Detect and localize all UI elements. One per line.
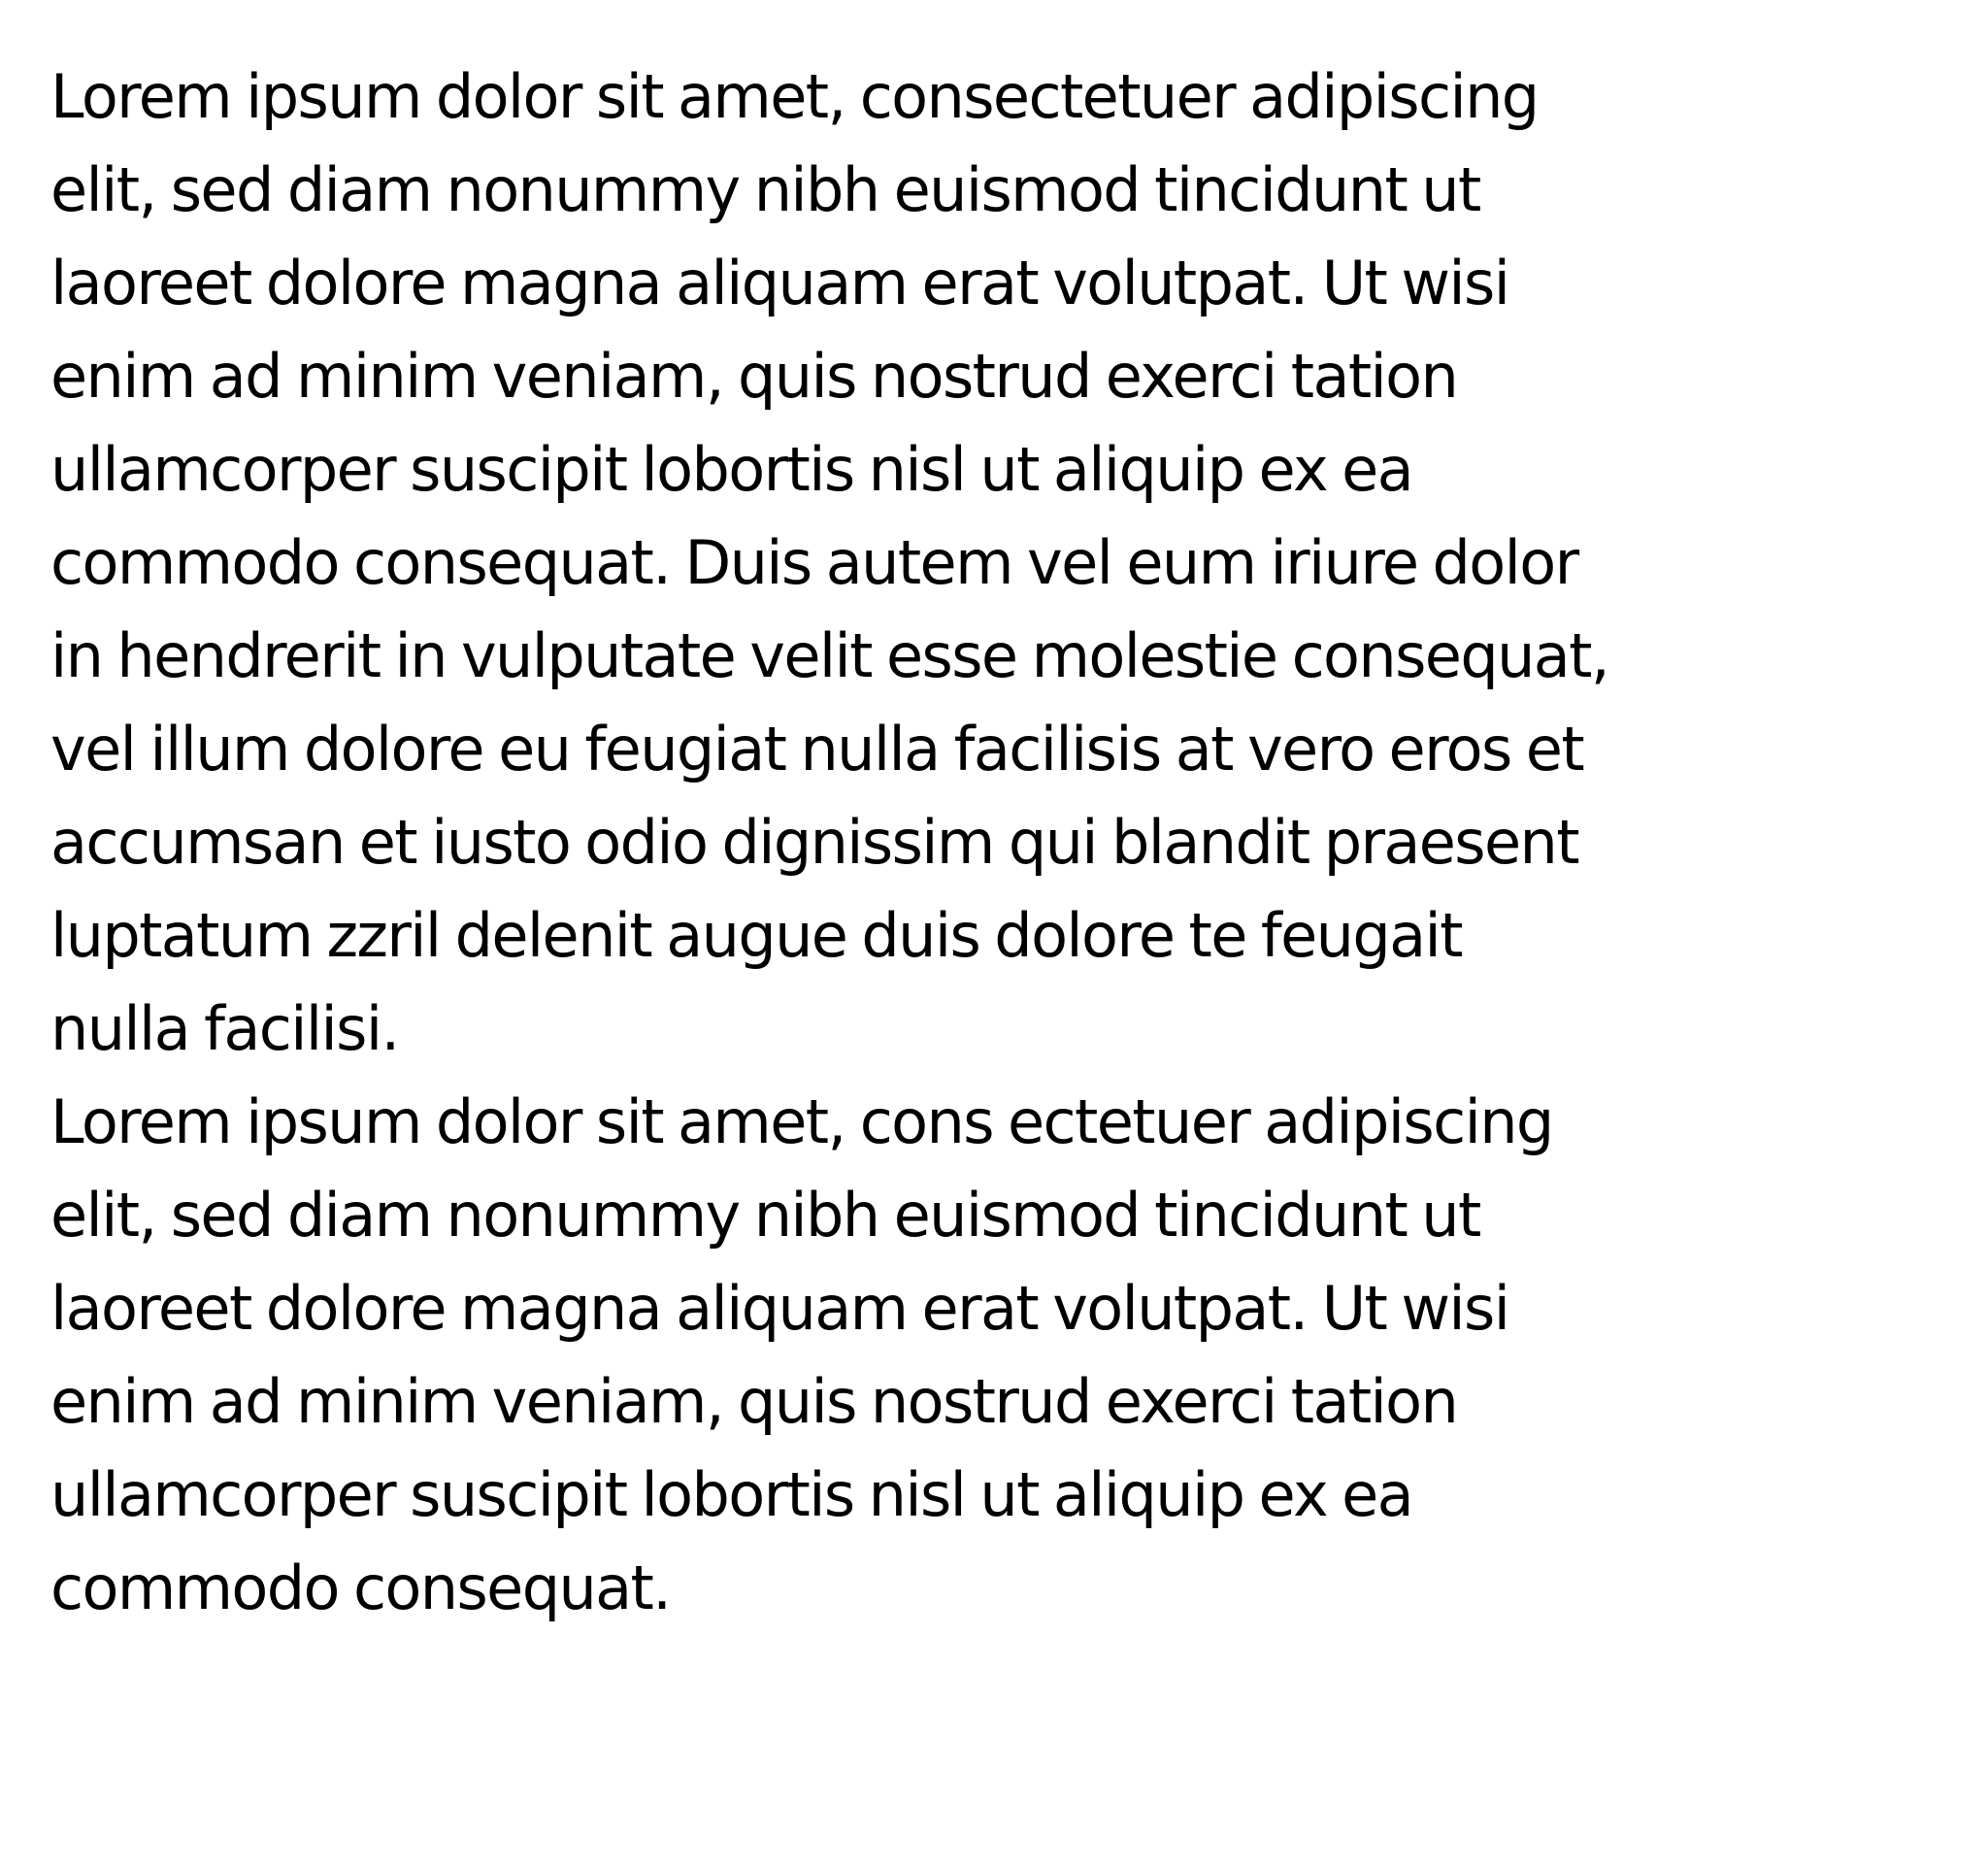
text-line: ullamcorper suscipit lobortis nisl ut aliquip ex ea (50, 1459, 1413, 1530)
text-line: Lorem ipsum dolor sit amet, consectetuer adipiscing (50, 61, 1539, 132)
text-line: elit, sed diam nonummy nibh euismod tincidunt ut (50, 154, 1480, 225)
text-line: in hendrerit in vulputate velit esse molestie consequat, (50, 620, 1608, 691)
text-line: ullamcorper suscipit lobortis nisl ut aliquip ex ea (50, 434, 1413, 505)
text-line: nulla facilisi. (50, 993, 399, 1064)
text-line: accumsan et iusto odio dignissim qui blandit praesent (50, 807, 1578, 878)
text-line: commodo consequat. (50, 1552, 671, 1623)
body-text (50, 50, 1953, 1635)
text-line: laoreet dolore magna aliquam erat volutpat. Ut wisi (50, 248, 1509, 318)
text-line: elit, sed diam nonummy nibh euismod tincidunt ut (50, 1180, 1480, 1251)
text-line: laoreet dolore magna aliquam erat volutpat. Ut wisi (50, 1273, 1509, 1344)
text-line: Lorem ipsum dolor sit amet, cons ectetuer adipiscing (50, 1086, 1553, 1157)
text-line: luptatum zzril delenit augue duis dolore te feugait (50, 900, 1462, 971)
text-line: enim ad minim veniam, quis nostrud exerci tation (50, 1366, 1458, 1437)
paragraph-1 (50, 50, 1953, 1076)
paragraph-2 (50, 1076, 1953, 1635)
text-line: commodo consequat. Duis autem vel eum iriure dolor (50, 527, 1578, 598)
text-line: enim ad minim veniam, quis nostrud exerci tation (50, 341, 1458, 412)
text-line: vel illum dolore eu feugiat nulla facilisis at vero eros et (50, 714, 1584, 784)
